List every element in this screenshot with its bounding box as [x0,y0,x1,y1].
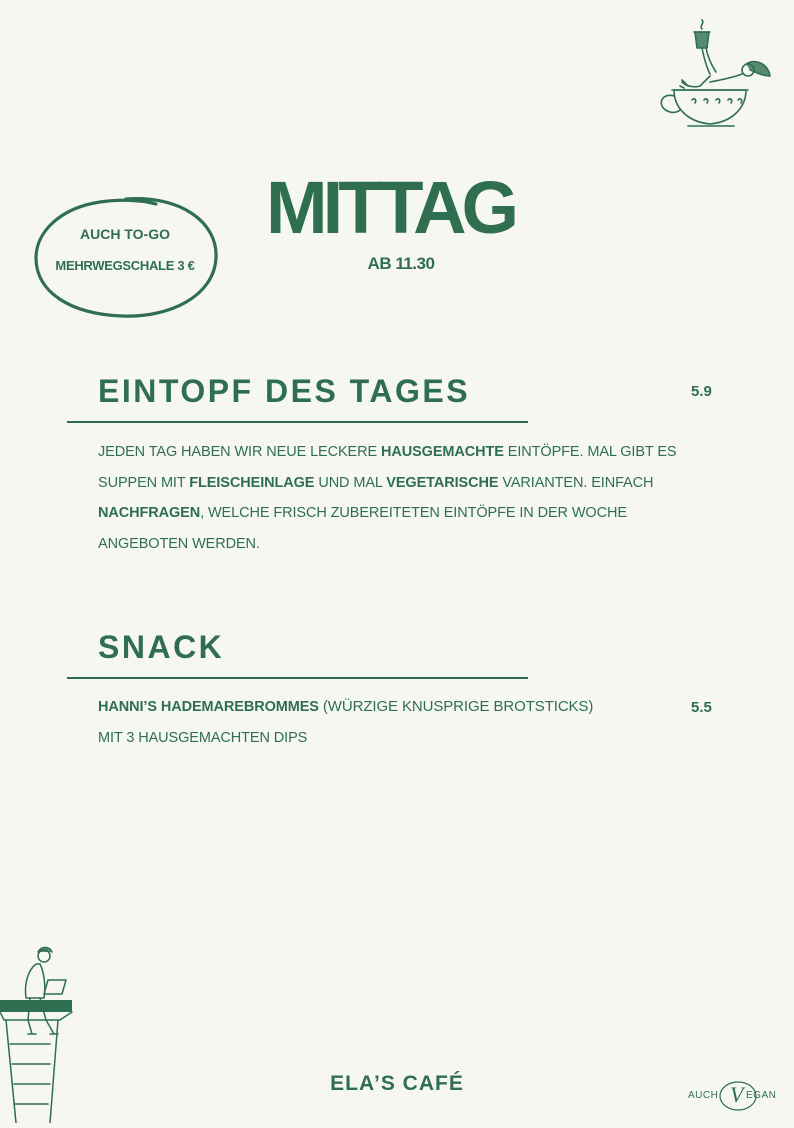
vegan-letter: V [730,1082,744,1107]
snack-item-line2: MIT 3 HAUSGEMACHTEN DIPS [98,729,308,746]
eintopf-text-bold: FLEISCHEINLAGE [189,474,315,491]
eintopf-description [98,437,698,559]
cafe-name: ELA’S CAFÉ [330,1072,464,1095]
section-title-eintopf: EINTOPF DES TAGES [98,373,471,409]
section-divider [67,421,528,423]
eintopf-text-bold: NACHFRAGEN [98,505,201,521]
badge-mehrweg-label: MEHRWEGSCHALE 3 € [55,258,195,273]
vegan-pre: AUCH [688,1090,719,1101]
snack-item [98,692,678,753]
eintopf-text-run: JEDEN TAG HABEN WIR NEUE LECKERE [98,444,381,460]
eintopf-text-bold: VEGETARISCHE [386,474,499,491]
snack-item-desc: (WÜRZIGE KNUSPRIGE BROTSTICKS) [318,698,594,715]
eintopf-text-run: UND MAL [314,474,387,491]
eintopf-text-bold: HAUSGEMACHTE [381,444,504,460]
vegan-post: EGAN [746,1090,777,1101]
section-title-snack: SNACK [98,629,225,665]
page-subtitle: AB 11.30 [367,254,435,273]
eintopf-text-run: , WELCHE FRISCH ZUBEREITETEN EINTÖPFE IN DER WOCHE ANGEBOTEN WERDEN. [98,505,627,552]
price-eintopf: 5.9 [691,383,712,400]
eintopf-text-run: EINTÖPFE. MAL GIBT ES SUPPEN MIT [98,444,677,491]
section-divider [67,677,528,679]
price-snack: 5.5 [691,699,712,716]
hand-drawn-circle [30,192,220,322]
eintopf-text-run: VARIANTEN. EINFACH [498,474,654,491]
page-title: MITTAG [266,166,515,249]
person-laptop-illustration [0,944,86,1123]
vegan-mark [686,1080,782,1114]
cup-bath-illustration [652,14,776,130]
snack-item-name: HANNI’S HADEMAREBROMMES [98,699,319,715]
badge-to-go-label: AUCH TO-GO [80,226,170,242]
to-go-badge [30,192,220,322]
